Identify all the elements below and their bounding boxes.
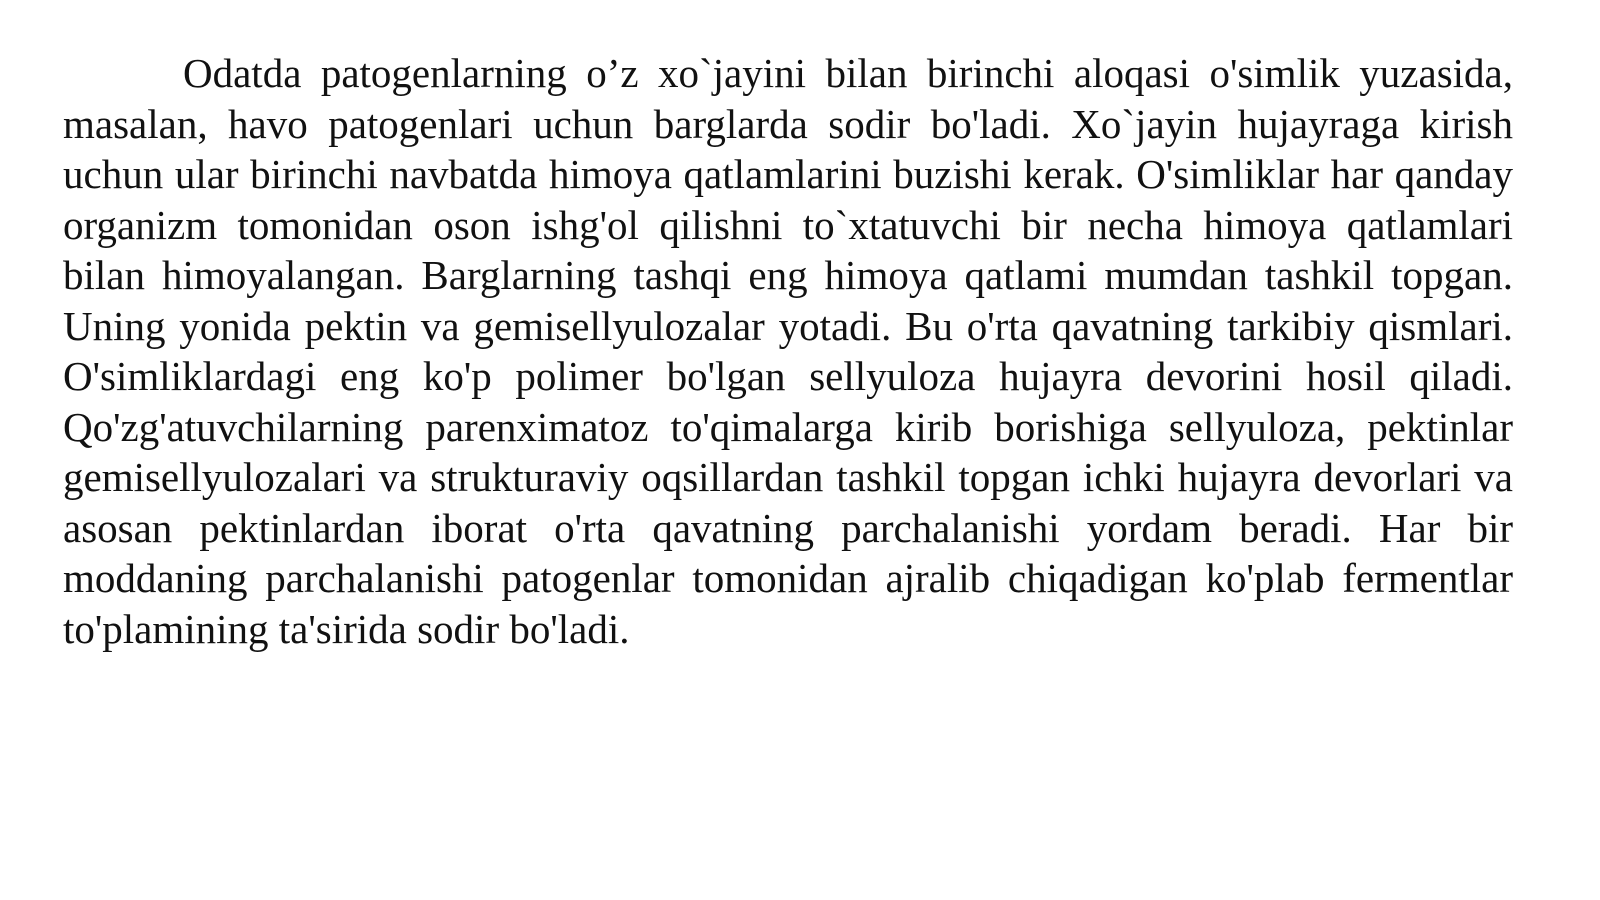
- body-paragraph: Odatda patogenlarning o’z xo`jayini bilan birinchi aloqasi o'simlik yuzasida, masalan, havo patogenlari uchun barglarda sodir bo'ladi. Xo`jayin hujayraga kirish uchun ular birinchi navbatda himoya qatlamlarini buzishi kerak. O'simliklar har qanday organizm tomonidan oson ishg'ol qilishni to`xtatuvchi bir necha himoya qatlamlari bilan himoyalangan. Barglarning tashqi eng himoya qatlami mumdan tashkil topgan. Uning yonida pektin va gemisellyulozalar yotadi. Bu o'rta qavatning tarkibiy qismlari. O'simliklardagi eng ko'p polimer bo'lgan sellyuloza hujayra devorini hosil qiladi. Qo'zg'atuvchilarning parenximatoz to'qimalarga kirib borishiga sellyuloza, pektinlar gemisellyulozalari va strukturaviy oqsillardan tashkil topgan ichki hujayra devorlari va asosan pektinlardan iborat o'rta qavatning parchalanishi yordam beradi. Har bir moddaning parchalanishi patogenlar tomonidan ajralib chiqadigan ko'plab fermentlar to'plamining ta'sirida sodir bo'ladi.: [63, 50, 1513, 652]
